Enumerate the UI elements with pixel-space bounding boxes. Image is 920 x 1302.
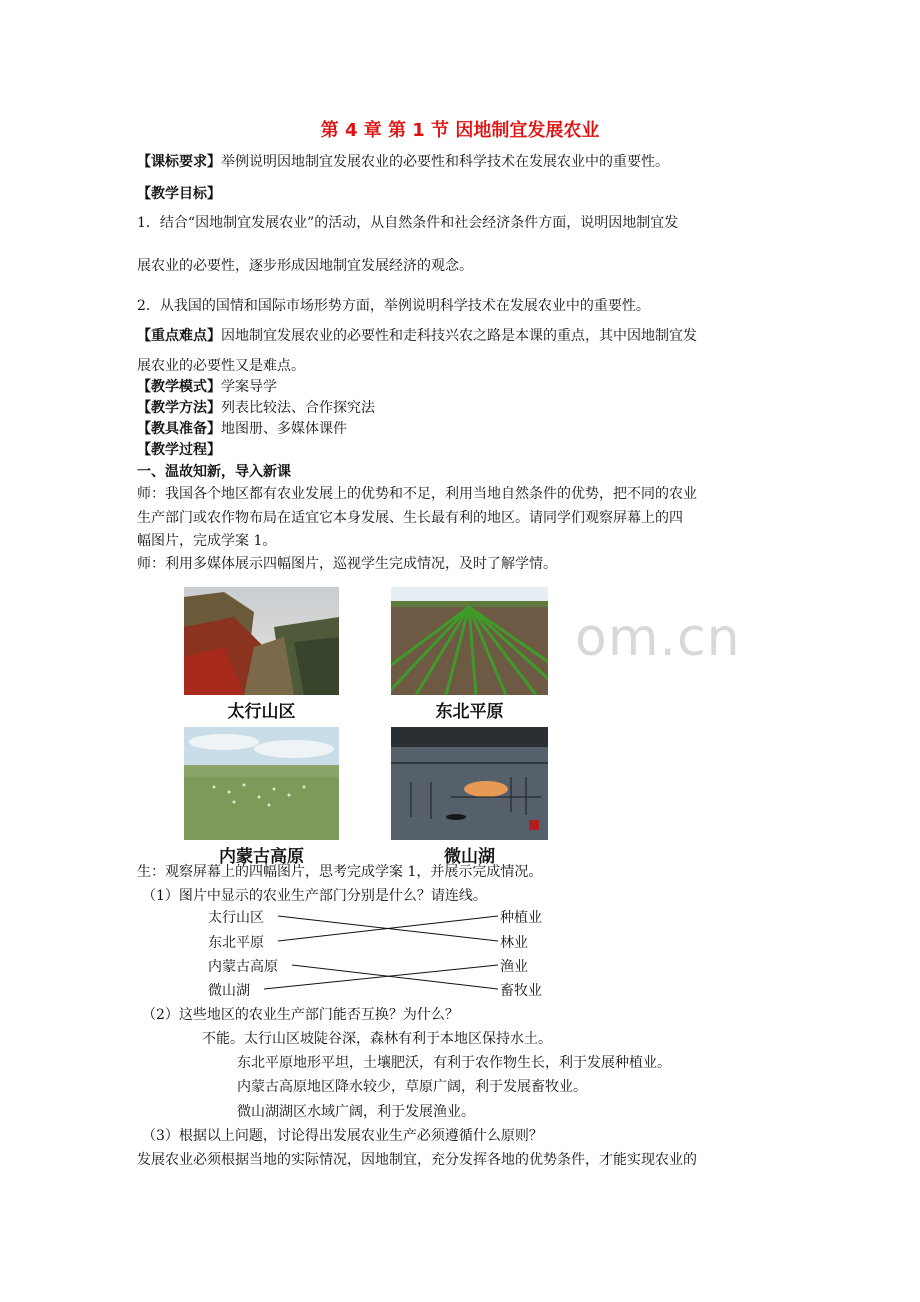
method-text: 列表比较法、合作探究法: [221, 400, 375, 416]
teacher-line-4: 师：利用多媒体展示四幅图片，巡视学生完成情况，及时了解学情。: [137, 556, 557, 572]
match-left-2: 东北平原: [208, 935, 264, 951]
keypoints-label: 【重点难点】: [137, 328, 221, 344]
answer-2-line-3: 内蒙古高原地区降水较少，草原广阔，利于发展畜牧业。: [237, 1079, 587, 1095]
mode-text: 学案导学: [221, 379, 277, 395]
goal-2: 2．从我国的国情和国际市场形势方面，举例说明科学技术在发展农业中的重要性。: [137, 298, 650, 314]
match-right-4: 畜牧业: [500, 983, 542, 999]
caption-taihang: 太行山区: [227, 702, 296, 722]
method-label: 【教学方法】: [137, 400, 221, 416]
teacher-line-1: 师：我国各个地区都有农业发展上的优势和不足，利用当地自然条件的优势，把不同的农业: [137, 486, 697, 502]
match-right-2: 林业: [500, 935, 528, 951]
section-1-heading: 一、温故知新，导入新课: [137, 464, 291, 480]
watermark: om.cn: [575, 608, 741, 668]
teacher-line-3: 幅图片，完成学案 1。: [137, 533, 277, 549]
keypoints-text-2: 展农业的必要性又是难点。: [137, 358, 305, 374]
mode-label: 【教学模式】: [137, 379, 221, 395]
question-1: （1）图片中显示的农业生产部门分别是什么？请连线。: [142, 888, 487, 904]
student-line: 生：观察屏幕上的四幅图片，思考完成学案 1，并展示完成情况。: [137, 864, 543, 880]
prep-text: 地图册、多媒体课件: [221, 421, 347, 437]
caption-inner-mongolia: 内蒙古高原: [219, 847, 304, 867]
match-left-3: 内蒙古高原: [208, 959, 278, 975]
answer-2-line-4: 微山湖湖区水域广阔，利于发展渔业。: [237, 1104, 475, 1120]
question-2: （2）这些地区的农业生产部门能否互换？为什么？: [142, 1007, 459, 1023]
keypoints-text: 因地制宜发展农业的必要性和走科技兴农之路是本课的重点，其中因地制宜发: [221, 328, 697, 344]
goal-1b: 展农业的必要性，逐步形成因地制宜发展经济的观念。: [137, 258, 473, 274]
standard-text: 举例说明因地制宜发展农业的必要性和科学技术在发展农业中的重要性。: [221, 154, 669, 170]
answer-3-line-1: 发展农业必须根据当地的实际情况，因地制宜，充分发挥各地的优势条件，才能实现农业的: [137, 1152, 697, 1168]
process-label: 【教学过程】: [137, 442, 221, 458]
goals-label: 【教学目标】: [137, 186, 221, 202]
prep-label: 【教具准备】: [137, 421, 221, 437]
answer-2-line-1: 不能。太行山区坡陡谷深，森林有利于本地区保持水土。: [202, 1031, 552, 1047]
answer-2-line-2: 东北平原地形平坦，土壤肥沃，有利于农作物生长，利于发展种植业。: [237, 1055, 671, 1071]
goal-1a: 1．结合“因地制宜发展农业”的活动，从自然条件和社会经济条件方面，说明因地制宜发: [137, 215, 679, 231]
question-3: （3）根据以上问题，讨论得出发展农业生产必须遵循什么原则？: [142, 1128, 543, 1144]
standard-label: 【课标要求】: [137, 154, 221, 170]
page-title: 第 4 章 第 1 节 因地制宜发展农业: [320, 120, 600, 141]
teacher-line-2: 生产部门或农作物布局在适宜它本身发展、生长最有利的地区。请同学们观察屏幕上的四: [137, 510, 683, 526]
match-right-3: 渔业: [500, 959, 528, 975]
caption-weishan: 微山湖: [444, 847, 495, 867]
match-left-4: 微山湖: [208, 983, 250, 999]
caption-northeast: 东北平原: [435, 702, 504, 722]
match-left-1: 太行山区: [208, 910, 264, 926]
match-right-1: 种植业: [500, 910, 542, 926]
